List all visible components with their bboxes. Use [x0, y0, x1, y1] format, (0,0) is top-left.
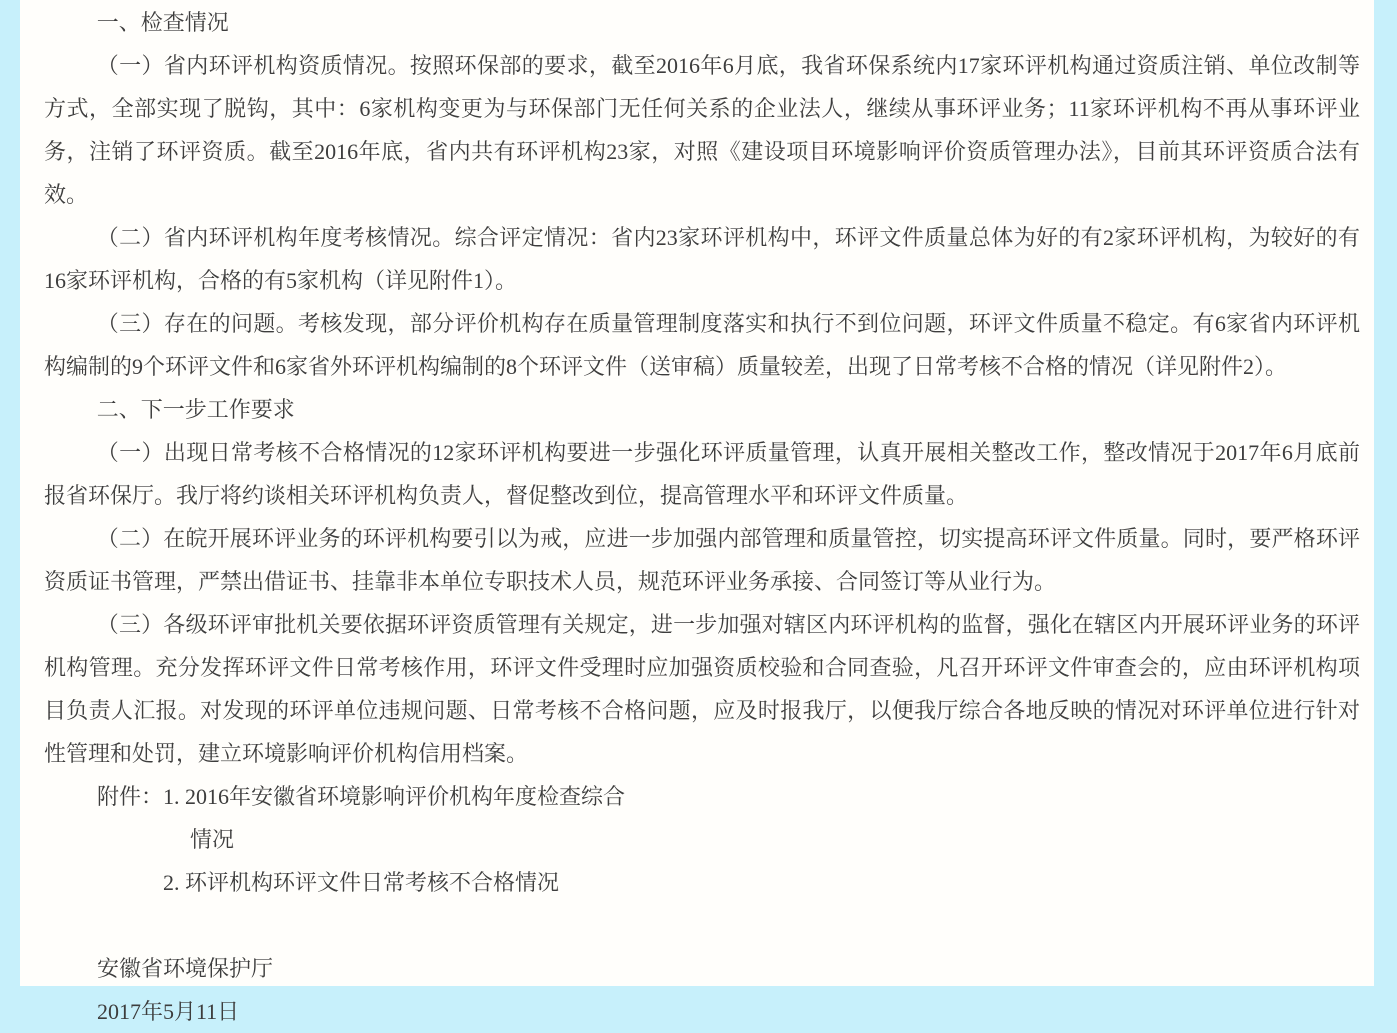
- paragraph-approval-authority-requirement: （三）各级环评审批机关要依据环评资质管理有关规定，进一步加强对辖区内环评机构的监督，强化在辖区内开展环评业务的环评机构管理。充分发挥环评文件日常考核作用，环评文件受理时应加强资质校验和合同查验，凡召开环评文件审查会的，应由环评机构项目负责人汇报。对发现的环评单位违规问题、日常考核不合格问题，应及时报我厅，以便我厅综合各地反映的情况对环评单位进行针对性管理和处罚，建立环境影响评价机构信用档案。: [44, 612, 1360, 766]
- attachments-list: [44, 775, 1360, 904]
- paragraph-existing-problems: （三）存在的问题。考核发现，部分评价机构存在质量管理制度落实和执行不到位问题，环评文件质量不稳定。有6家省内环评机构编制的9个环评文件和6家省外环评机构编制的8个环评文件（送审稿）质量较差，出现了日常考核不合格的情况（详见附件2）。: [44, 311, 1360, 379]
- attachment-item-1-wrap: 情况: [190, 827, 235, 852]
- attachment-item-1: 附件：1. 2016年安徽省环境影响评价机构年度检查综合: [97, 784, 626, 809]
- paragraph-rectification-requirement: （一）出现日常考核不合格情况的12家环评机构要进一步强化环评质量管理，认真开展相关整改工作，整改情况于2017年6月底前报省环保厅。我厅将约谈相关环评机构负责人，督促整改到位，提高管理水平和环评文件质量。: [44, 440, 1360, 508]
- section-heading-next-steps: 二、下一步工作要求: [96, 397, 295, 422]
- signature-date: 2017年5月11日: [97, 999, 240, 1024]
- paragraph-annual-assessment: （二）省内环评机构年度考核情况。综合评定情况：省内23家环评机构中，环评文件质量总体为好的有2家环评机构，为较好的有16家环评机构，合格的有5家机构（详见附件1）。: [44, 225, 1360, 293]
- paragraph-agency-conduct-requirement: （二）在皖开展环评业务的环评机构要引以为戒，应进一步加强内部管理和质量管控，切实提高环评文件质量。同时，要严格环评资质证书管理，严禁出借证书、挂靠非本单位专职技术人员，规范环评业务承接、合同签订等从业行为。: [44, 526, 1360, 594]
- paragraph-qualification-status: （一）省内环评机构资质情况。按照环保部的要求，截至2016年6月底，我省环保系统内17家环评机构通过资质注销、单位改制等方式，全部实现了脱钩，其中：6家机构变更为与环保部门无任何关系的企业法人，继续从事环评业务；11家环评机构不再从事环评业务，注销了环评资质。截至2016年底，省内共有环评机构23家，对照《建设项目环境影响评价资质管理办法》，目前其环评资质合法有效。: [44, 53, 1360, 207]
- section-heading-inspection: 一、检查情况: [96, 10, 229, 35]
- signature-block: [44, 947, 1360, 1033]
- document-page: [20, 0, 1374, 1024]
- attachment-item-2: 2. 环评机构环评文件日常考核不合格情况: [163, 870, 560, 895]
- signature-organization: 安徽省环境保护厅: [97, 956, 274, 981]
